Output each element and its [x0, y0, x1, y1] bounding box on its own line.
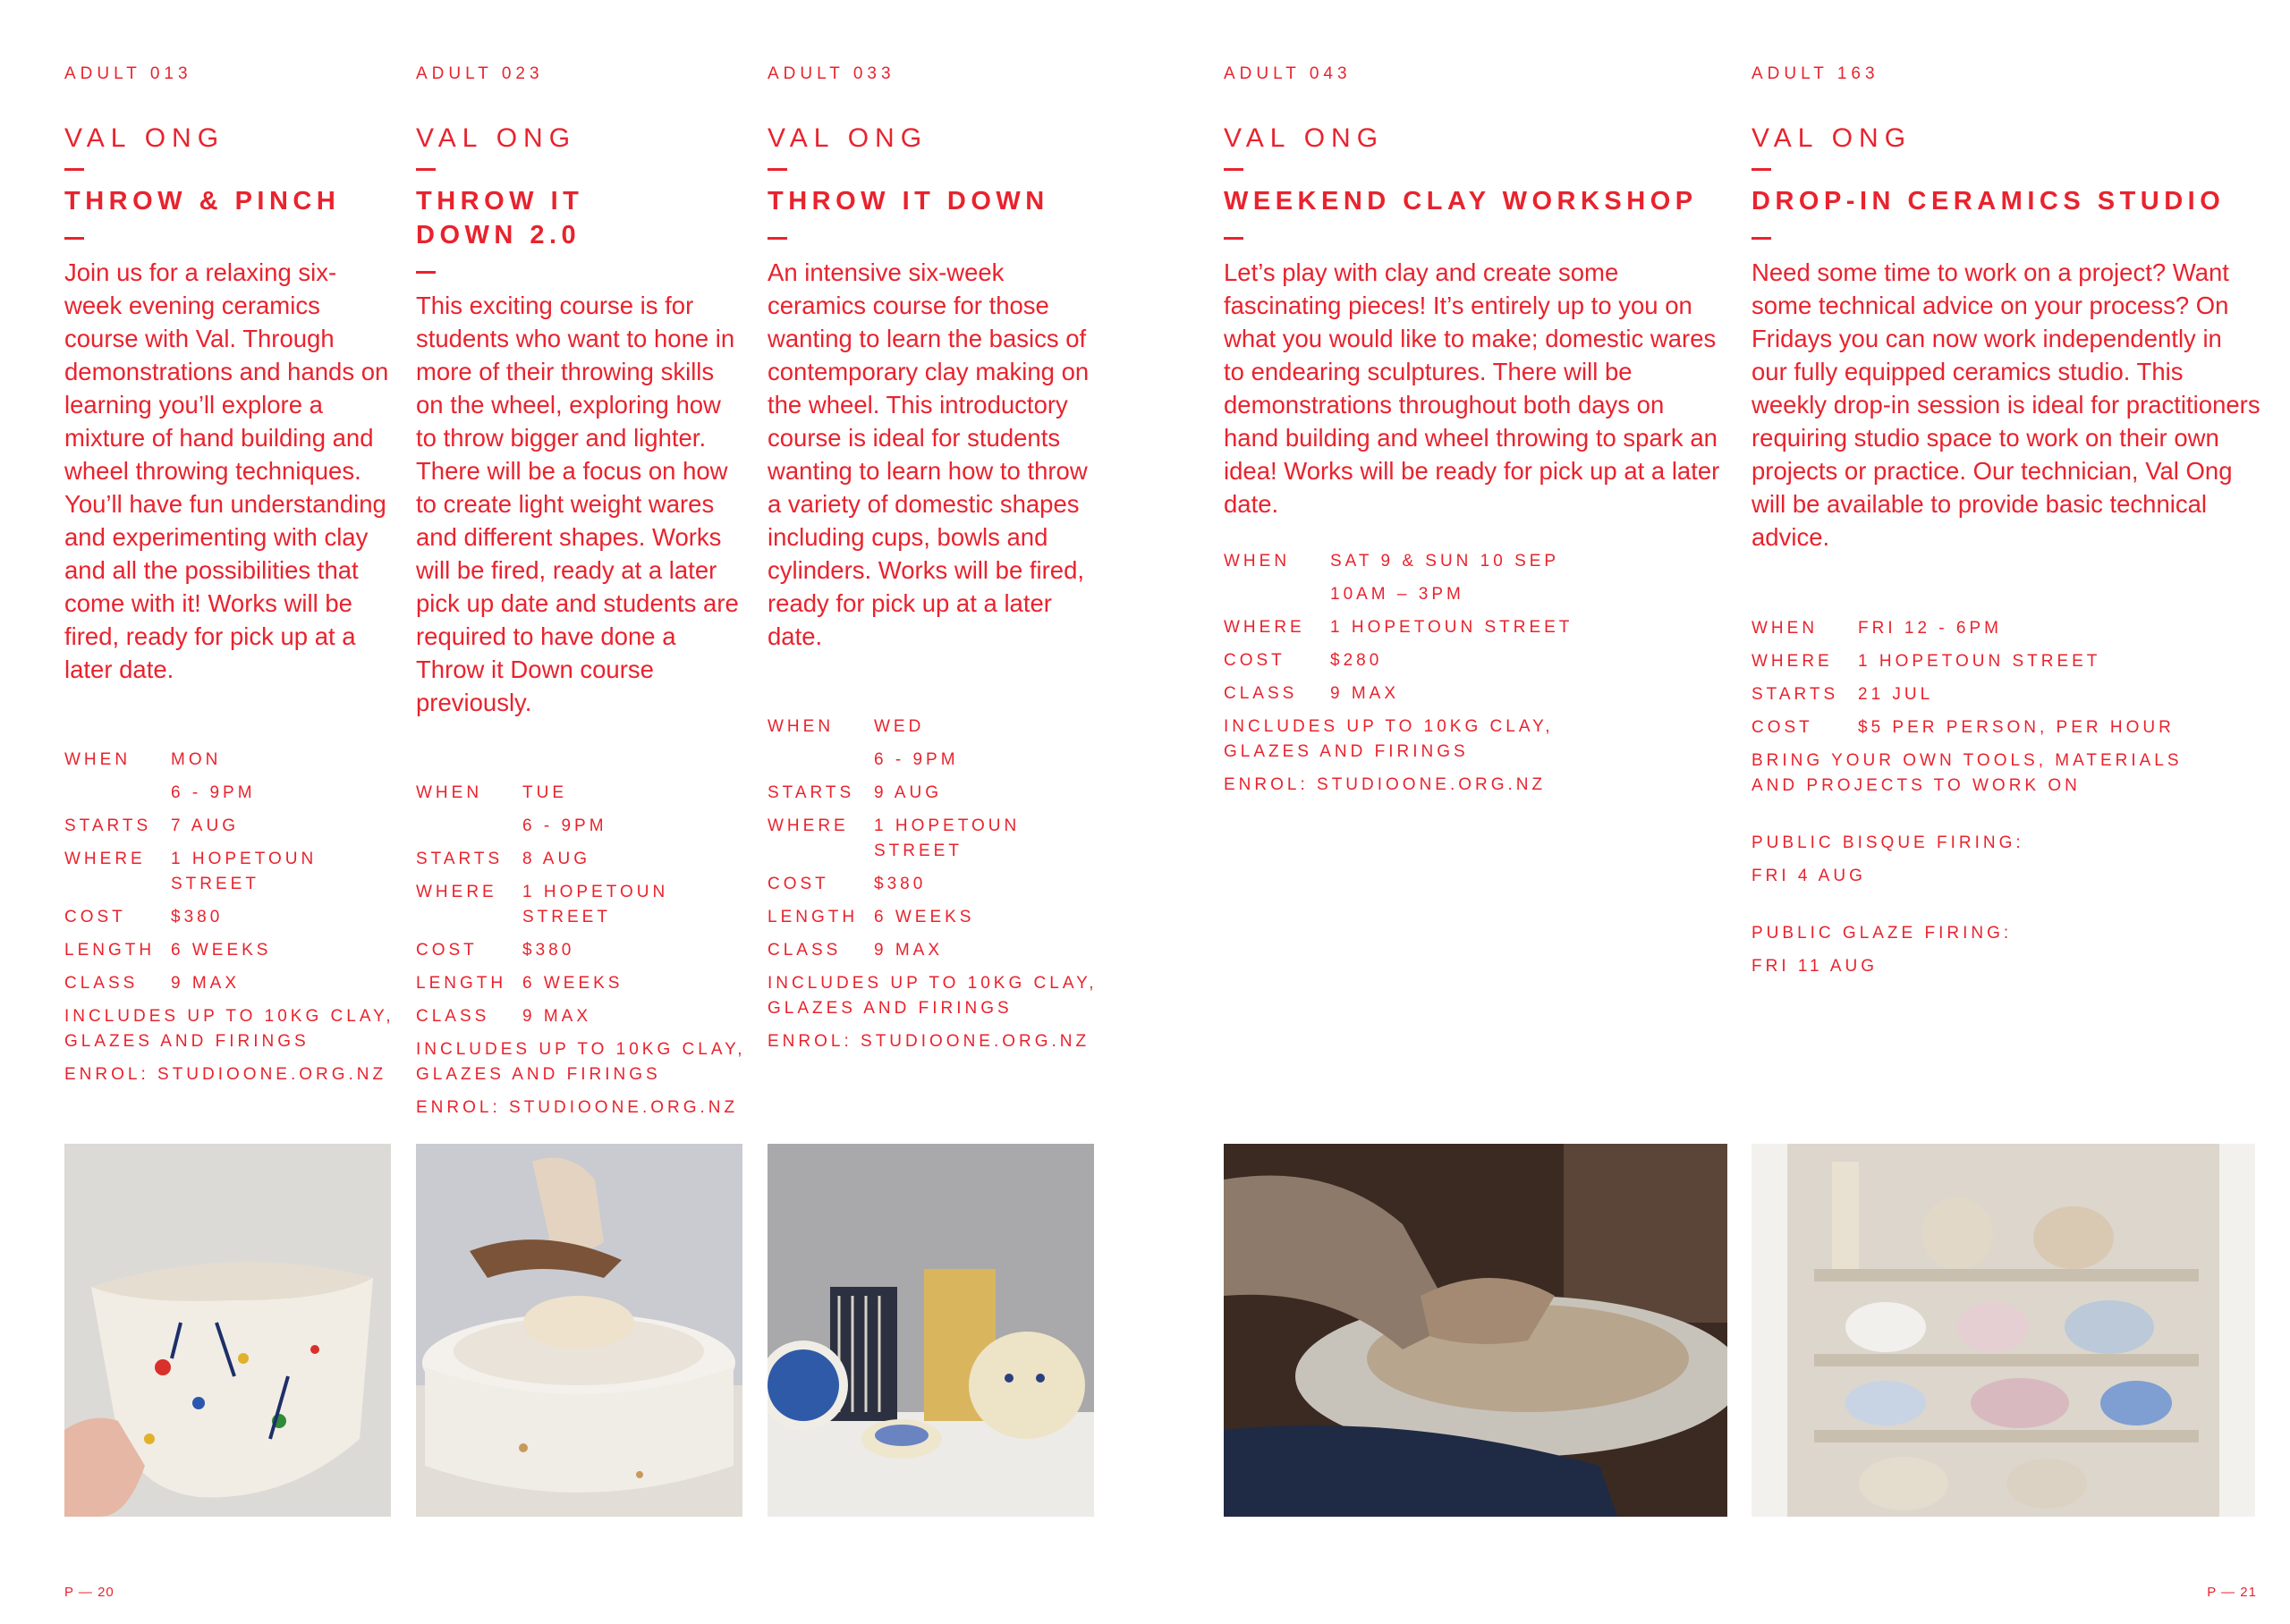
- detail-row: [1224, 648, 1617, 673]
- detail-row: [64, 814, 404, 839]
- detail-value: $280: [1330, 651, 1383, 670]
- detail-value: $380: [171, 908, 224, 926]
- detail-value: SAT 9 & SUN 10 SEP: [1330, 552, 1560, 571]
- detail-label: CLASS: [1224, 684, 1298, 703]
- detail-value: 21 JUL: [1858, 685, 1934, 704]
- firing-date: FRI 11 AUG: [1751, 957, 1879, 976]
- course-code: ADULT 033: [768, 64, 895, 83]
- course-code: ADULT 163: [1751, 64, 1879, 83]
- detail-value: 1 HOPETOUN STREET: [522, 883, 669, 926]
- page-number-left: P — 20: [64, 1585, 114, 1600]
- detail-row: [768, 938, 1107, 963]
- detail-label: LENGTH: [64, 941, 156, 960]
- detail-value: 9 MAX: [522, 1007, 592, 1026]
- detail-row: [1751, 616, 2252, 641]
- course-code: ADULT 043: [1224, 64, 1352, 83]
- detail-label: WHEN: [1224, 552, 1291, 571]
- course-teacher: VAL ONG: [1224, 123, 1385, 153]
- course-teacher: VAL ONG: [416, 123, 577, 153]
- course-description: This exciting course is for students who want to hone in more of their throwing skills on the wheel, exploring how to throw bigger and lighter. There will be a focus on how to create light weight wares and different shapes. Works will be fired, ready at a later pick up date and students are required to have done a Throw it Down course previously.: [416, 292, 739, 716]
- detail-row: [416, 814, 756, 839]
- course-details: [768, 715, 1107, 1062]
- course-note: INCLUDES UP TO 10KG CLAY, GLAZES AND FIRINGS: [768, 974, 1098, 1018]
- detail-label: [1224, 582, 1330, 607]
- photo-image: [416, 1144, 742, 1517]
- course-teacher: VAL ONG: [1751, 123, 1913, 153]
- course-teacher: VAL ONG: [768, 123, 929, 153]
- photo-hands-on-wheel: [1224, 1144, 1727, 1517]
- enrol-link[interactable]: ENROL: STUDIOONE.ORG.NZ: [64, 1065, 387, 1084]
- photo-image: [1224, 1144, 1727, 1517]
- detail-value: 6 WEEKS: [874, 908, 975, 926]
- detail-label: [416, 814, 522, 839]
- detail-row: [768, 872, 1107, 897]
- firing-label: PUBLIC BISQUE FIRING:: [1751, 833, 2024, 852]
- detail-row: [1751, 682, 2252, 707]
- detail-label: WHEN: [416, 783, 483, 802]
- detail-label: COST: [1751, 718, 1813, 737]
- page-number-right: P — 21: [2207, 1585, 2257, 1600]
- course-details: [416, 781, 756, 1129]
- photo-cups-and-bowls: [768, 1144, 1094, 1517]
- divider: [1751, 168, 1771, 171]
- detail-row: [64, 938, 404, 963]
- course-description: An intensive six-week ceramics course for those wanting to learn the basics of contemporary clay making on the wheel. This introductory course is ideal for students wanting to learn how to throw a variety of domestic shapes including cups, bowls and cylinders. Works will be fired, ready for pick up at a later date.: [768, 258, 1090, 650]
- firing-date: FRI 4 AUG: [1751, 867, 1866, 885]
- detail-value: 9 MAX: [874, 941, 944, 960]
- title-line: THROW IT DOWN: [768, 187, 1049, 216]
- detail-value: 8 AUG: [522, 850, 590, 868]
- detail-value: 9 MAX: [1330, 684, 1400, 703]
- detail-label: CLASS: [768, 941, 842, 960]
- divider: [1751, 237, 1771, 240]
- detail-value: 6 WEEKS: [171, 941, 272, 960]
- detail-label: WHERE: [416, 883, 497, 901]
- detail-label: LENGTH: [768, 908, 859, 926]
- detail-label: COST: [768, 875, 829, 893]
- detail-label: STARTS: [768, 783, 855, 802]
- detail-row: [1224, 549, 1617, 574]
- detail-label: WHERE: [64, 850, 146, 868]
- divider: [768, 237, 787, 240]
- detail-value: 6 - 9PM: [522, 816, 607, 835]
- course-note: INCLUDES UP TO 10KG CLAY, GLAZES AND FIRINGS: [1224, 717, 1554, 761]
- course-note: INCLUDES UP TO 10KG CLAY, GLAZES AND FIRINGS: [416, 1040, 746, 1084]
- course-code: ADULT 023: [416, 64, 544, 83]
- course-details: [1751, 616, 2252, 987]
- course-title: [768, 184, 1094, 218]
- divider: [1224, 168, 1243, 171]
- detail-row: [416, 938, 756, 963]
- detail-label: WHEN: [1751, 619, 1819, 638]
- detail-label: COST: [1224, 651, 1285, 670]
- detail-row: [768, 781, 1107, 806]
- detail-label: STARTS: [1751, 685, 1839, 704]
- photo-wheel-throwing: [416, 1144, 742, 1517]
- detail-row: [416, 971, 756, 996]
- detail-label: CLASS: [64, 974, 139, 993]
- detail-row: [768, 905, 1107, 930]
- enrol-link[interactable]: ENROL: STUDIOONE.ORG.NZ: [416, 1098, 739, 1117]
- enrol-link[interactable]: ENROL: STUDIOONE.ORG.NZ: [768, 1032, 1090, 1051]
- detail-label: WHEN: [768, 717, 835, 736]
- detail-label: WHERE: [1751, 652, 1833, 671]
- detail-row: [64, 971, 404, 996]
- detail-row: [1224, 582, 1617, 607]
- divider: [64, 237, 84, 240]
- detail-row: [64, 905, 404, 930]
- detail-value: $380: [874, 875, 927, 893]
- detail-value: TUE: [522, 783, 567, 802]
- course-note: INCLUDES UP TO 10KG CLAY, GLAZES AND FIRINGS: [64, 1007, 394, 1051]
- photo-image: [768, 1144, 1094, 1517]
- course-title: [1751, 184, 2261, 218]
- detail-row: [64, 847, 404, 897]
- divider: [1224, 237, 1243, 240]
- photo-splatter-bowl: [64, 1144, 391, 1517]
- course-title: [416, 184, 742, 252]
- course-title: [64, 184, 391, 218]
- detail-label: COST: [64, 908, 126, 926]
- detail-label: [768, 748, 874, 773]
- detail-label: [64, 781, 171, 806]
- detail-label: WHERE: [1224, 618, 1305, 637]
- detail-value: $5 PER PERSON, PER HOUR: [1858, 718, 2175, 737]
- firing-label: PUBLIC GLAZE FIRING:: [1751, 924, 2013, 943]
- detail-label: CLASS: [416, 1007, 490, 1026]
- detail-row: [1751, 649, 2252, 674]
- detail-value: 1 HOPETOUN STREET: [171, 850, 318, 893]
- divider: [416, 271, 436, 274]
- detail-row: [64, 781, 404, 806]
- title-line: THROW & PINCH: [64, 187, 341, 216]
- detail-label: STARTS: [416, 850, 504, 868]
- detail-row: [768, 814, 1107, 864]
- photo-image: [64, 1144, 391, 1517]
- detail-value: 1 HOPETOUN STREET: [874, 816, 1021, 860]
- detail-label: LENGTH: [416, 974, 507, 993]
- title-line: DROP-IN CERAMICS STUDIO: [1751, 187, 2226, 216]
- title-line: THROW IT: [416, 187, 584, 216]
- course-description: Let’s play with clay and create some fascinating pieces! It’s entirely up to you on what you would like to make; domestic wares to endearing sculptures. There will be demonstrations throughout both days on hand building and wheel throwing to spark an idea! Works will be ready for pick up at a later date.: [1224, 258, 1720, 518]
- detail-row: [416, 847, 756, 872]
- detail-value: 9 MAX: [171, 974, 241, 993]
- detail-row: [64, 748, 404, 773]
- detail-value: 6 WEEKS: [522, 974, 623, 993]
- divider: [768, 168, 787, 171]
- course-code: ADULT 013: [64, 64, 192, 83]
- course-description: Need some time to work on a project? Want some technical advice on your process? On Fridays you can now work independently in our fully equipped ceramics studio. This weekly drop-in session is ideal for practitioners requiring studio space to work on their own projects or practice. Our technician, Val Ong will be available to provide basic technical advice.: [1751, 258, 2260, 551]
- detail-row: [1224, 615, 1617, 640]
- photo-studio-shelves: [1751, 1144, 2255, 1517]
- detail-value: 10AM – 3PM: [1330, 585, 1464, 604]
- course-title: [1224, 184, 1729, 218]
- detail-value: 7 AUG: [171, 816, 239, 835]
- divider: [64, 168, 84, 171]
- detail-row: [768, 748, 1107, 773]
- detail-label: WHEN: [64, 750, 131, 769]
- detail-label: STARTS: [64, 816, 152, 835]
- detail-row: [768, 715, 1107, 740]
- detail-label: COST: [416, 941, 478, 960]
- detail-label: WHERE: [768, 816, 849, 835]
- detail-value: 9 AUG: [874, 783, 942, 802]
- course-teacher: VAL ONG: [64, 123, 225, 153]
- detail-row: [416, 1004, 756, 1029]
- course-details: [64, 748, 404, 1095]
- detail-row: [1751, 715, 2252, 740]
- detail-row: [416, 880, 756, 930]
- course-note: BRING YOUR OWN TOOLS, MATERIALS AND PROJECTS TO WORK ON: [1751, 751, 2183, 795]
- detail-value: 6 - 9PM: [171, 783, 256, 802]
- course-description: Join us for a relaxing six-week evening ceramics course with Val. Through demonstrations and hands on learning you’ll explore a mixture of hand building and wheel throwing techniques. You’ll have fun understanding and experimenting with clay and all the possibilities that come with it! Works will be fired, ready for pick up at a later date.: [64, 258, 389, 683]
- detail-value: MON: [171, 750, 222, 769]
- detail-value: 6 - 9PM: [874, 750, 959, 769]
- photo-image: [1751, 1144, 2255, 1517]
- divider: [416, 168, 436, 171]
- detail-value: $380: [522, 941, 575, 960]
- title-line: WEEKEND CLAY WORKSHOP: [1224, 187, 1698, 216]
- detail-value: WED: [874, 717, 925, 736]
- detail-row: [416, 781, 756, 806]
- detail-value: 1 HOPETOUN STREET: [1858, 652, 2101, 671]
- course-details: [1224, 549, 1617, 806]
- detail-value: 1 HOPETOUN STREET: [1330, 618, 1573, 637]
- detail-value: FRI 12 - 6PM: [1858, 619, 2002, 638]
- enrol-link[interactable]: ENROL: STUDIOONE.ORG.NZ: [1224, 775, 1547, 794]
- detail-row: [1224, 681, 1617, 706]
- title-line: DOWN 2.0: [416, 221, 581, 250]
